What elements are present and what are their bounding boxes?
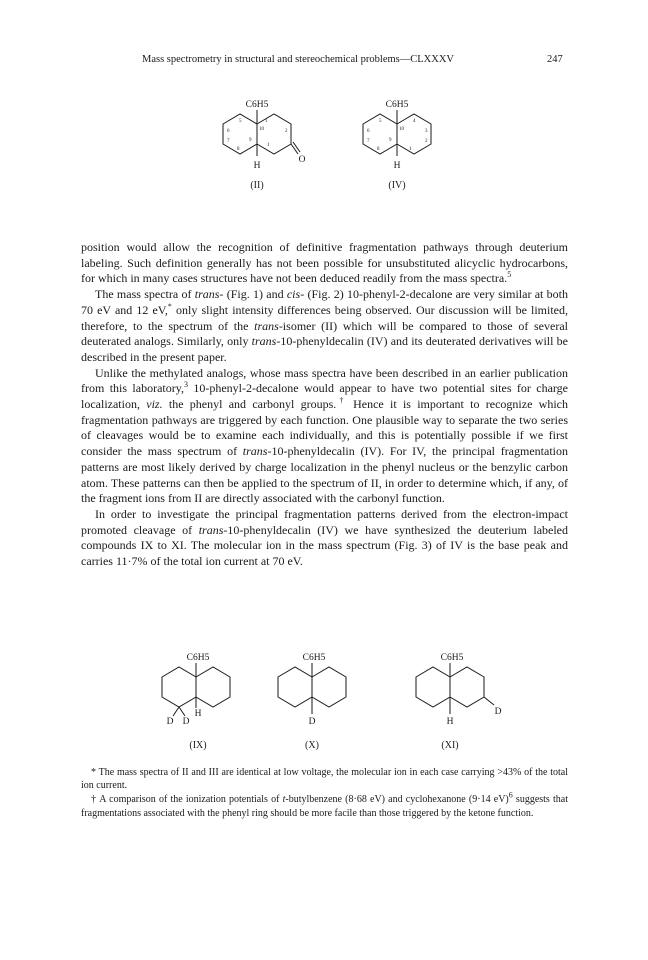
text-run: cis- xyxy=(286,287,305,302)
substituent-c6h5: C6H5 xyxy=(440,653,464,663)
hydrogen-h: H xyxy=(253,161,261,171)
text-run: * The mass spectra of II and III are identical at low voltage, the molecular ion in each case carrying >43% of the total ion current. xyxy=(81,767,568,792)
substituent-c6h5: C6H5 xyxy=(186,653,210,663)
text-run: In order to investigate the principal fragmentation patterns derived from the electron-impact promoted cleavage of xyxy=(81,506,568,537)
deuterium-d: D xyxy=(494,707,502,717)
svg-text:1: 1 xyxy=(267,143,270,148)
text-run: (Fig. 2) 10-phenyl-2-decalone are very similar at both 70 eV and 12 eV, xyxy=(81,287,568,317)
structure-ii xyxy=(195,98,315,178)
text-run: trans xyxy=(198,522,224,537)
text-run: Hence it is important to recognize which fragmentation pathways are triggered by each function. One plausible way to separate the two series of cleavages would be to examine each individually, and this is potentially possible if we first consider the mass spectrum of xyxy=(81,397,568,459)
hydrogen-h: H xyxy=(194,709,202,719)
label-iv: (IV) xyxy=(388,180,406,191)
hydrogen-h: H xyxy=(446,717,454,727)
paragraph xyxy=(81,507,568,570)
paragraph xyxy=(81,240,568,287)
structure-ix xyxy=(140,650,260,740)
svg-text:6: 6 xyxy=(227,129,230,134)
paragraph xyxy=(81,287,568,366)
svg-text:8: 8 xyxy=(237,147,240,152)
text-run: trans- xyxy=(194,287,224,302)
label-x: (X) xyxy=(305,740,319,751)
svg-text:3: 3 xyxy=(425,129,428,134)
text-run: † A comparison of the ionization potentials of xyxy=(91,794,283,806)
page-number: 247 xyxy=(547,54,563,65)
text-run: -butylbenzene (8·68 eV) and cyclohexanone (9·14 eV) xyxy=(285,794,509,806)
text-run: only slight intensity differences being observed. Our discussion will be limited, therefore, to the spectrum of the xyxy=(81,302,568,333)
text-run: trans xyxy=(254,318,279,333)
svg-text:2: 2 xyxy=(425,139,428,144)
footnote-marker: * xyxy=(167,301,172,311)
body-text xyxy=(81,240,568,570)
text-run: the phenyl and carbonyl groups. xyxy=(162,397,337,412)
footnote-marker: 5 xyxy=(507,270,512,280)
svg-text:5: 5 xyxy=(379,119,382,124)
text-run: position would allow the recognition of definitive fragmentation pathways through deuterium labeling. Such definition generally has not been possible for unsubstituted alicyclic hydrocarbons, for which in many cases structures have not been deduced readily from the mass spectra. xyxy=(81,240,568,286)
running-head-title: Mass spectrometry in structural and stereochemical problems—CLXXXV xyxy=(142,54,455,65)
svg-text:9: 9 xyxy=(249,138,252,143)
structure-iv xyxy=(335,98,455,178)
footnotes xyxy=(81,766,568,821)
substituent-c6h5: C6H5 xyxy=(385,100,409,110)
footnote-marker: 6 xyxy=(508,791,513,801)
svg-text:2: 2 xyxy=(285,129,288,134)
structure-xi xyxy=(394,650,524,740)
text-run: trans xyxy=(251,334,277,349)
hydrogen-h: H xyxy=(393,161,401,171)
svg-text:10: 10 xyxy=(399,127,404,132)
svg-text:10: 10 xyxy=(259,127,264,132)
label-ii: (II) xyxy=(250,180,264,191)
footnote-marker: † xyxy=(336,396,347,406)
deuterium-d: D xyxy=(166,717,174,727)
text-run: 10-phenyl-2-decalone would appear to have two potential sites for charge localization, xyxy=(81,381,568,412)
text-run: -10-phenyldecalin (IV). For IV, the principal fragmentation patterns are most likely derived by charge localization in the phenyl nucleus or the benzylic carbon atom. These patterns can then be applied to the spectrum of II, in order to determine which, if any, of the fragment ions from II are directly associated with the carbonyl function. xyxy=(81,444,569,506)
paragraph xyxy=(81,366,568,507)
svg-text:7: 7 xyxy=(367,139,370,144)
text-run: The mass spectra of xyxy=(95,287,195,302)
deuterium-d: D xyxy=(308,717,316,727)
footnote xyxy=(81,766,568,792)
footnote-marker: 3 xyxy=(183,380,188,390)
svg-text:7: 7 xyxy=(227,139,230,144)
svg-text:9: 9 xyxy=(389,138,392,143)
text-run: -10-phenyldecalin (IV) and its deuterated derivatives will be described in the present paper. xyxy=(81,334,568,364)
label-ix: (IX) xyxy=(189,740,207,751)
structure-x xyxy=(256,650,376,740)
running-header xyxy=(0,54,648,70)
footnote xyxy=(81,793,568,819)
substituent-c6h5: C6H5 xyxy=(302,653,326,663)
svg-text:4: 4 xyxy=(413,119,416,124)
oxygen-o: O xyxy=(298,155,306,165)
text-run: viz. xyxy=(146,397,163,412)
svg-text:1: 1 xyxy=(409,147,412,152)
text-run: t xyxy=(282,794,286,806)
text-run: -10-phenyldecalin (IV) we have synthesized the deuterium labeled compounds IX to XI. The molecular ion in the mass spectrum (Fig. 3) of IV is the base peak and carries 11·7% of the total ion current at 70 eV. xyxy=(81,522,569,569)
text-run: trans xyxy=(242,444,268,459)
label-xi: (XI) xyxy=(441,740,459,751)
svg-text:8: 8 xyxy=(377,147,380,152)
svg-text:6: 6 xyxy=(367,129,370,134)
text-run: Unlike the methylated analogs, whose mass spectra have been described in an earlier publication from this laboratory, xyxy=(81,365,568,396)
deuterium-d: D xyxy=(182,717,190,727)
svg-text:5: 5 xyxy=(239,119,242,124)
svg-text:1: 1 xyxy=(265,119,268,124)
text-run: (Fig. 1) and xyxy=(223,287,287,302)
text-run: -isomer (II) which will be compared to those of several deuterated analogs. Similarly, only xyxy=(81,318,568,349)
text-run: suggests that fragmentations associated with the phenyl ring should be more facile than those triggered by the ketone function. xyxy=(81,794,568,819)
substituent-c6h5: C6H5 xyxy=(245,100,269,110)
